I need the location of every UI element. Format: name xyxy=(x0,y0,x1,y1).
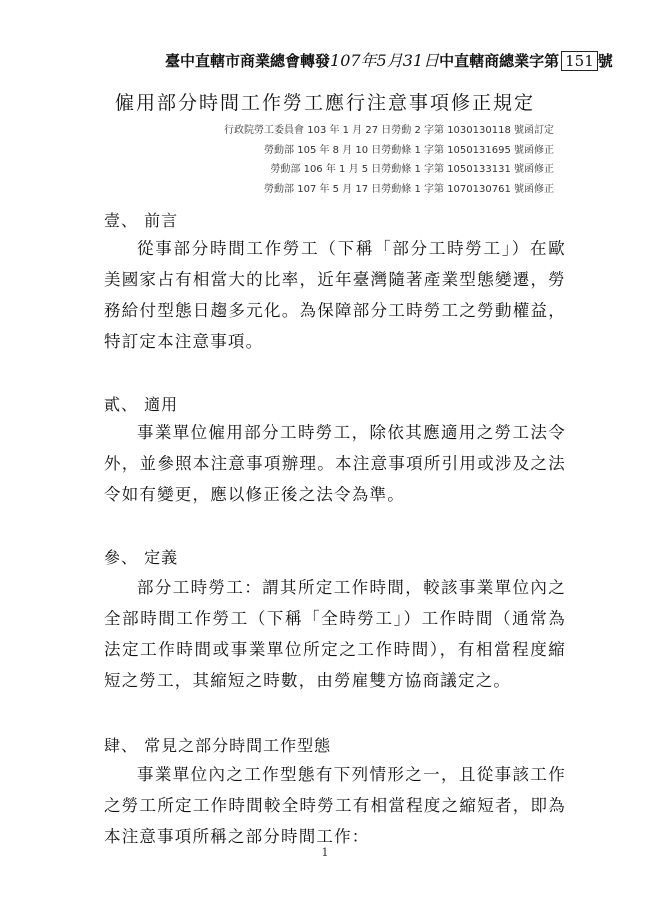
section-text-preface: 從事部分時間工作勞工（下稱「部分工時勞工」）在歐美國家占有相當大的比率，近年臺灣隨著產業型態變遷，勞務給付型態日趨多元化。為保障部分工時勞工之勞動權益，特訂定本注意事項。 xyxy=(104,239,566,351)
section-heading-types: 肆、 常見之部分時間工作型態 xyxy=(104,736,332,755)
section-heading-scope: 貳、 適用 xyxy=(104,395,179,414)
receipt-stamp xyxy=(165,48,613,71)
history-line: 勞動部 107 年 5 月 17 日勞動條 1 字第 1070130761 號函修正 xyxy=(264,183,554,195)
revision-history xyxy=(224,121,554,199)
history-line: 行政院勞工委員會 103 年 1 月 27 日勞動 2 字第 1030130118 號函訂定 xyxy=(224,125,554,136)
stamp-org: 臺中直轄市商業總會轉發 xyxy=(165,52,331,70)
stamp-doc-number: 151 xyxy=(561,51,598,71)
section-heading-definition: 參、 定義 xyxy=(104,548,179,567)
section-text-definition: 部分工時勞工：謂其所定工作時間，較該事業單位內之全部時間工作勞工（下稱「全時勞工」）工作時間（通常為法定工作時間或事業單位所定之工作時間），有相當程度縮短之勞工，其縮短之時數，由勞雇雙方協商議定之。 xyxy=(104,578,566,690)
section-heading-preface: 壹、 前言 xyxy=(104,211,179,230)
stamp-handwritten-date: 107年5月31日 xyxy=(330,51,440,70)
page-number: 1 xyxy=(321,846,329,859)
section-text-types: 事業單位內之工作型態有下列情形之一，且從事該工作之勞工所定工作時間較全時勞工有相當程度之縮短者，即為本注意事項所稱之部分時間工作： xyxy=(104,765,566,846)
history-line: 勞動部 105 年 8 月 10 日勞動條 1 字第 1050131695 號函修正 xyxy=(264,144,554,156)
history-line: 勞動部 106 年 1 月 5 日勞動條 1 字第 1050133131 號函修正 xyxy=(270,164,554,175)
document-title: 僱用部分時間工作勞工應行注意事項修正規定 xyxy=(114,92,535,114)
stamp-suffix: 號 xyxy=(597,52,613,70)
stamp-doc-prefix: 中直轄商總業字第 xyxy=(439,52,560,70)
section-text-scope: 事業單位僱用部分工時勞工，除依其應適用之勞工法令外，並參照本注意事項辦理。本注意事項所引用或涉及之法令如有變更，應以修正後之法令為準。 xyxy=(104,423,566,504)
